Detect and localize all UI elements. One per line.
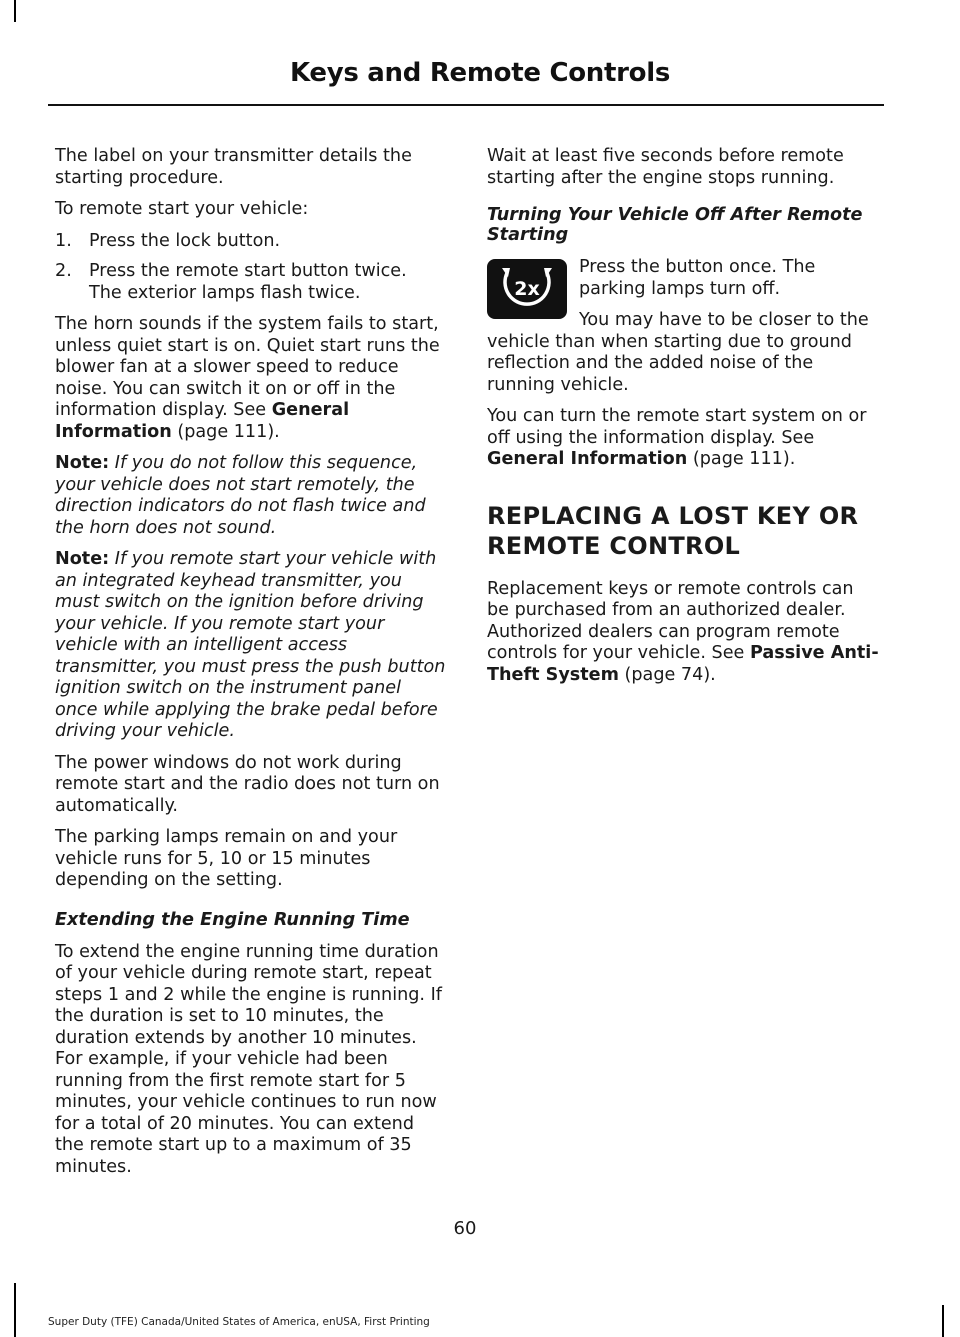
note: [55, 453, 447, 539]
page-reference: (page 74).: [618, 664, 716, 685]
right-column: [487, 146, 880, 696]
step-text: Press the lock button.: [89, 230, 281, 251]
cross-reference-link[interactable]: General Information: [487, 449, 688, 469]
paragraph: To extend the engine running time duration of your vehicle during remote start, repeat steps 1 and 2 while the engine is running. If the duration is set to 10 minutes, the duration extends by another 10 minutes. For example, if your vehicle had been running from the first remote start for 5 minutes, your vehicle continues to run now for a total of 20 minutes. You can extend the remote start up to a maximum of 35 minutes.: [55, 941, 442, 1177]
subheading: Extending the Engine Running Time: [55, 909, 410, 930]
paragraph: Press the button once. The parking lamps turn off.: [579, 257, 816, 299]
steps-list: [55, 231, 447, 305]
crop-mark-bottom-left: [14, 1283, 16, 1337]
paragraph: The label on your transmitter details the starting procedure.: [55, 146, 412, 188]
paragraph: To remote start your vehicle:: [55, 199, 309, 219]
remote-start-2x-icon: [487, 259, 567, 319]
paragraph: Wait at least five seconds before remote starting after the engine stops running.: [487, 146, 844, 188]
list-item: [55, 231, 447, 253]
left-column: [55, 146, 447, 1188]
paragraph: [487, 579, 880, 687]
header-divider: [48, 104, 884, 106]
note-label: Note:: [55, 549, 110, 569]
page-title: Keys and Remote Controls: [290, 58, 670, 88]
paragraph-text: Replacement keys or remote controls can be purchased from an authorized dealer. Authorized dealers can program remote controls for your vehicle. See: [487, 578, 854, 663]
page-reference: (page 111).: [687, 449, 796, 469]
crop-mark-bottom-right: [942, 1305, 944, 1337]
step-number: 2.: [55, 261, 72, 281]
section-heading: [487, 501, 880, 561]
list-item: [55, 261, 447, 304]
paragraph: [55, 314, 447, 443]
subheading: Turning Your Vehicle Off After Remote Starting: [487, 205, 863, 245]
remote-start-2x-icon-graphic: [487, 259, 567, 319]
paragraph: The parking lamps remain on and your vehicle runs for 5, 10 or 15 minutes depending on the setting.: [55, 827, 398, 890]
step-text: Press the remote start button twice.: [89, 261, 407, 281]
section-heading-line: REPLACING A LOST KEY OR: [487, 501, 859, 530]
crop-mark-top-left: [14, 0, 16, 22]
paragraph: You may have to be closer to the vehicle than when starting due to ground reflection and the added noise of the running vehicle.: [487, 310, 869, 395]
paragraph-text: The horn sounds if the system fails to start, unless quiet start is on. Quiet start runs the blower fan at a slower speed to reduce noise. You can switch it on or off in the information display. See: [55, 314, 440, 420]
note-text: If you do not follow this sequence, your vehicle does not start remotely, the direction indicators do not flash twice and the horn does not sound.: [55, 453, 426, 538]
note: [55, 549, 447, 743]
section-heading-line: REMOTE CONTROL: [487, 531, 741, 560]
note-text: If you remote start your vehicle with an integrated keyhead transmitter, you must switch on the ignition before driving your vehicle. If you remote start your vehicle with an intelligent access transmitter, you must press the push button ignition switch on the instrument panel once while applying the brake pedal before driving your vehicle.: [55, 549, 446, 741]
step-number: 1.: [55, 230, 72, 251]
step-subtext: The exterior lamps flash twice.: [89, 282, 361, 303]
paragraph: [487, 406, 880, 471]
cross-reference-link[interactable]: General Information: [55, 400, 350, 442]
page-reference: (page 111).: [171, 421, 280, 442]
footer-text: Super Duty (TFE) Canada/United States of America, enUSA, First Printing: [48, 1316, 430, 1328]
cross-reference-link[interactable]: Passive Anti-Theft System: [487, 643, 879, 685]
paragraph: The power windows do not work during remote start and the radio does not turn on automatically.: [55, 752, 440, 816]
step-text-wrap: [89, 261, 447, 304]
icon-label: 2x: [514, 278, 540, 300]
paragraph-text: You can turn the remote start system on or off using the information display. See: [487, 406, 867, 448]
note-label: Note:: [55, 453, 110, 473]
page-number: 60: [453, 1218, 477, 1239]
